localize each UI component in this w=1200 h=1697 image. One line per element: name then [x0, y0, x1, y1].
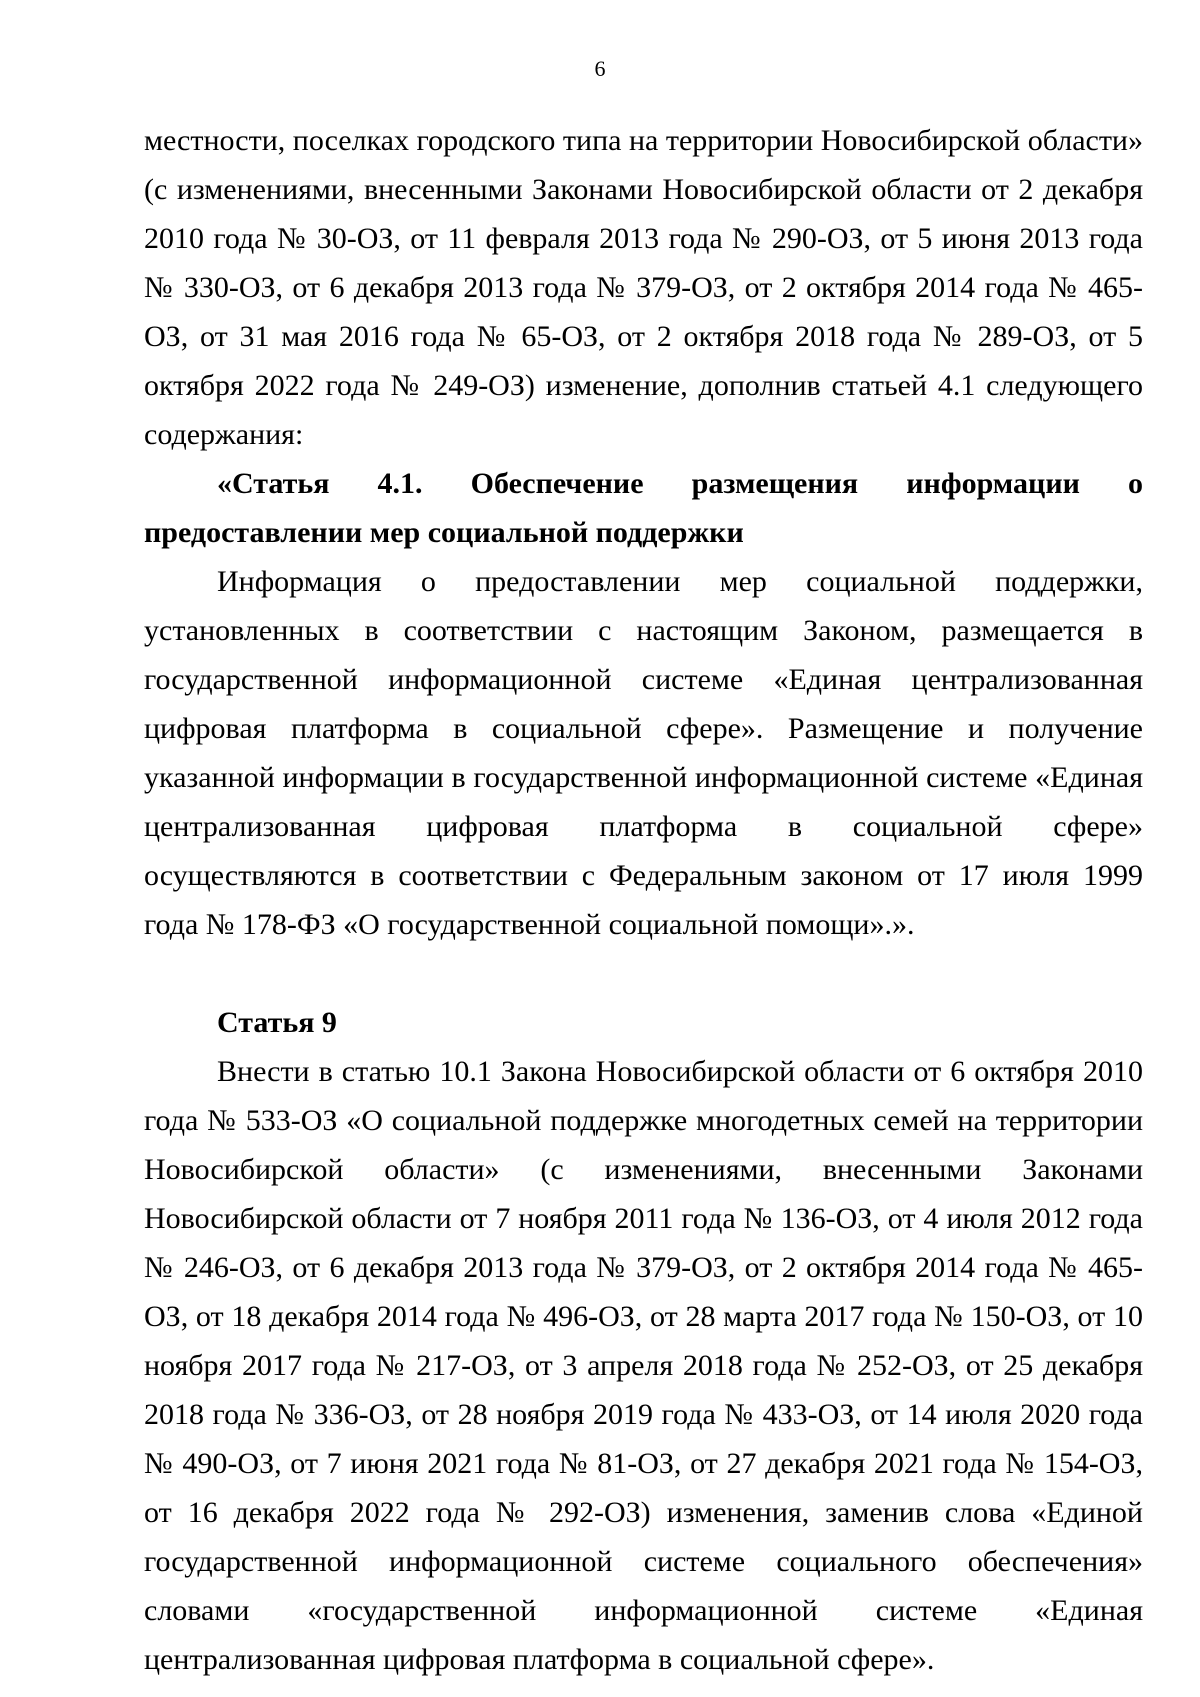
section-spacer: [144, 949, 1143, 998]
article-4-1-heading: «Статья 4.1. Обеспечение размещения информации о предоставлении мер социальной поддержки: [144, 467, 1143, 549]
article-4-1-body: Информация о предоставлении мер социальной поддержки, установленных в соответствии с настоящим Законом, размещается в государственной информационной системе «Единая централизованная цифровая платформа в социальной сфере». Размещение и получение указанной информации в государственной информационной системе «Единая централизованная цифровая платформа в социальной сфере» осуществляются в соответствии с Федеральным законом от 17 июля 1999 года № 178-ФЗ «О государственной социальной помощи».».: [144, 565, 1143, 941]
article-9-body: Внести в статью 10.1 Закона Новосибирской области от 6 октября 2010 года № 533-ОЗ «О социальной поддержке многодетных семей на территории Новосибирской области» (с изменениями, внесенными Законами Новосибирской области от 7 ноября 2011 года № 136-ОЗ, от 4 июля 2012 года № 246-ОЗ, от 6 декабря 2013 года № 379-ОЗ, от 2 октября 2014 года № 465-ОЗ, от 18 декабря 2014 года № 496-ОЗ, от 28 марта 2017 года № 150-ОЗ, от 10 ноября 2017 года № 217-ОЗ, от 3 апреля 2018 года № 252-ОЗ, от 25 декабря 2018 года № 336-ОЗ, от 28 ноября 2019 года № 433-ОЗ, от 14 июля 2020 года № 490-ОЗ, от 7 июня 2021 года № 81-ОЗ, от 27 декабря 2021 года № 154-ОЗ, от 16 декабря 2022 года № 292-ОЗ) изменения, заменив слова «Единой государственной информационной системе социального обеспечения» словами «государственной информационной системе «Единая централизованная цифровая платформа в социальной сфере».: [144, 1055, 1143, 1676]
document-body: [144, 116, 1143, 1684]
article-9-heading: Статья 9: [217, 1006, 337, 1039]
paragraph-continuation: местности, поселках городского типа на территории Новосибирской области» (с изменениями, внесенными Законами Новосибирской области от 2 декабря 2010 года № 30-ОЗ, от 11 февраля 2013 года № 290-ОЗ, от 5 июня 2013 года № 330-ОЗ, от 6 декабря 2013 года № 379-ОЗ, от 2 октября 2014 года № 465-ОЗ, от 31 мая 2016 года № 65-ОЗ, от 2 октября 2018 года № 289-ОЗ, от 5 октября 2022 года № 249-ОЗ) изменение, дополнив статьей 4.1 следующего содержания:: [144, 124, 1143, 451]
page-number: 6: [594, 56, 606, 81]
